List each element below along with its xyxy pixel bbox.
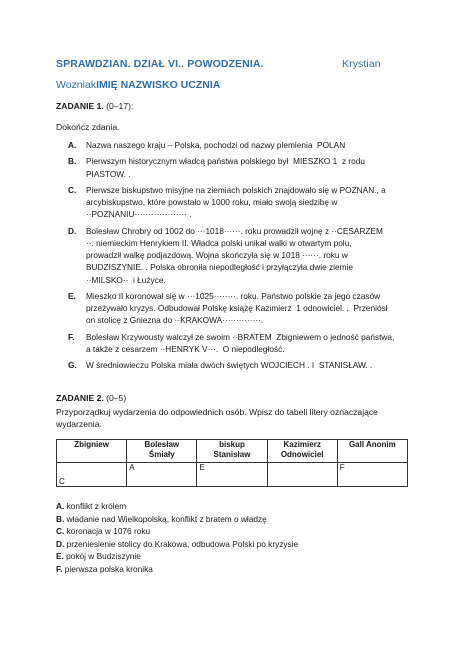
item-text: Mieszko II koronował się w ···1025········. roku. Państwo polskie za jego czasów przeżywało kryzys. Odbudował Polskę książę Kazimierz 1 odnowiciel. . Przeniósł on stolicę z Gniezna do ··KRAKOWA··············. xyxy=(86,290,388,326)
table-header-cell: Gall Anonim xyxy=(337,440,407,463)
option-item xyxy=(56,525,298,538)
task1-instruction: Dokończ zdania. xyxy=(56,122,120,132)
worksheet-title-row xyxy=(56,58,426,70)
answer-cell[interactable] xyxy=(197,463,267,487)
option-item xyxy=(56,513,298,526)
item-text: Nazwa naszego kraju – Polska, pochodzi od nazwy plemienia POLAN xyxy=(86,140,346,150)
task1-item xyxy=(56,331,422,355)
task1-item xyxy=(56,225,422,286)
option-letter: C. xyxy=(56,526,65,537)
item-letter: C. xyxy=(68,184,77,195)
option-text: konflikt z królem xyxy=(66,501,127,511)
option-text: pierwsza polska kronika xyxy=(64,563,153,574)
worksheet-subtitle-row xyxy=(56,79,220,91)
item-text: Bolesław Chrobry od 1002 do ···1018······. roku prowadził wojnę z ··CESARZEM ··. niemieckim Henrykiem II. Władca polski unikał walki w otwartym polu, prowadził walkę podjazdową. Wojna skończyła się w 1018 ······. roku w BUDZISZYNIE. . Polska obroniła niepodległość i przyłączyła dwie ziemie ··MILSKO·· i Łużyce. xyxy=(86,225,383,285)
option-text: koronacja w 1076 roku xyxy=(66,526,151,537)
answer-table-header-row xyxy=(57,440,408,463)
answer-cell-text: F xyxy=(339,463,345,472)
answer-cell[interactable] xyxy=(127,463,197,487)
answer-cell-text: C xyxy=(59,477,65,486)
item-text: Bolesław Krzywousty walczył ze swoim ··BRATEM Zbigniewem o jedność państwa, a także z cesarzem ··HENRYK V···. O niepodległość. xyxy=(86,331,395,354)
table-header-cell: Zbigniew xyxy=(57,440,127,463)
option-item xyxy=(56,500,298,513)
task1-label: ZADANIE 1. xyxy=(56,101,104,111)
item-letter: E. xyxy=(68,290,76,301)
table-header-cell: Bolesław Śmiały xyxy=(127,440,197,463)
task1-item xyxy=(56,155,422,179)
answer-cell[interactable] xyxy=(267,463,337,487)
task1-item xyxy=(56,139,422,151)
worksheet-title: SPRAWDZIAN. DZIAŁ VI.. POWODZENIA. xyxy=(56,58,264,70)
item-letter: A. xyxy=(68,140,77,150)
task2-range: (0–5) xyxy=(106,393,127,403)
option-text: władanie nad Wielkopolską, konflikt z bratem o władzę xyxy=(66,513,267,524)
option-text: przeniesienie stolicy do Krakowa, odbudowa Polski po kryzysie xyxy=(66,538,299,549)
answer-cell-text: E xyxy=(199,463,205,472)
student-name-label: IMIĘ NAZWISKO UCZNIA xyxy=(96,79,221,91)
option-letter: B. xyxy=(56,513,65,524)
item-text: Pierwszym historycznym władcą państwa polskiego był MIESZKO 1 z rodu PIASTOW. . xyxy=(86,156,365,179)
option-letter: F. xyxy=(56,563,63,574)
answer-table-row xyxy=(57,463,408,487)
item-letter: D. xyxy=(68,225,77,236)
task1-item xyxy=(56,184,422,221)
option-letter: D. xyxy=(56,538,65,549)
table-header-cell: Kazimierz Odnowiciel xyxy=(267,440,337,463)
answer-table xyxy=(56,439,408,487)
answer-cell-text: A xyxy=(129,463,135,472)
task1-range: (0–17): xyxy=(106,101,134,111)
task2-instruction: Przyporządkuj wydarzenia do odpowiednich osób. Wpisz do tabeli litery oznaczające wydarzenia. xyxy=(56,407,378,429)
option-item xyxy=(56,563,298,576)
author-first-name: Krystian xyxy=(342,58,381,70)
answer-cell[interactable] xyxy=(337,463,407,487)
option-text: pokój w Budziszynie xyxy=(66,551,141,562)
item-letter: B. xyxy=(68,156,77,167)
item-letter: G. xyxy=(68,360,77,371)
option-letter: E. xyxy=(56,551,64,562)
item-letter: F. xyxy=(68,331,75,342)
task2-label: ZADANIE 2. xyxy=(56,393,104,403)
task1-item xyxy=(56,290,422,327)
item-text: W średniowieczu Polska miała dwóch świętych WOJCIECH . I STANISŁAW. . xyxy=(86,360,373,371)
task1-item xyxy=(56,359,422,371)
option-letter: A. xyxy=(56,501,65,511)
table-header-cell: biskup Stanisław xyxy=(197,440,267,463)
task2-heading xyxy=(56,393,126,403)
task1-heading xyxy=(56,101,133,111)
author-last-name: Wozniak xyxy=(56,79,97,91)
item-text: Pierwsze biskupstwo misyjne na ziemiach polskich znajdowało się w POZNAN., a arcybiskupstwo, które powstało w 1000 roku, miało swoją siedzibę w ··POZNANIU··················· . xyxy=(86,184,386,220)
answer-cell[interactable] xyxy=(57,463,127,487)
task2-options xyxy=(56,500,298,576)
option-item xyxy=(56,538,298,551)
task1-items xyxy=(56,139,422,376)
option-item xyxy=(56,550,298,563)
